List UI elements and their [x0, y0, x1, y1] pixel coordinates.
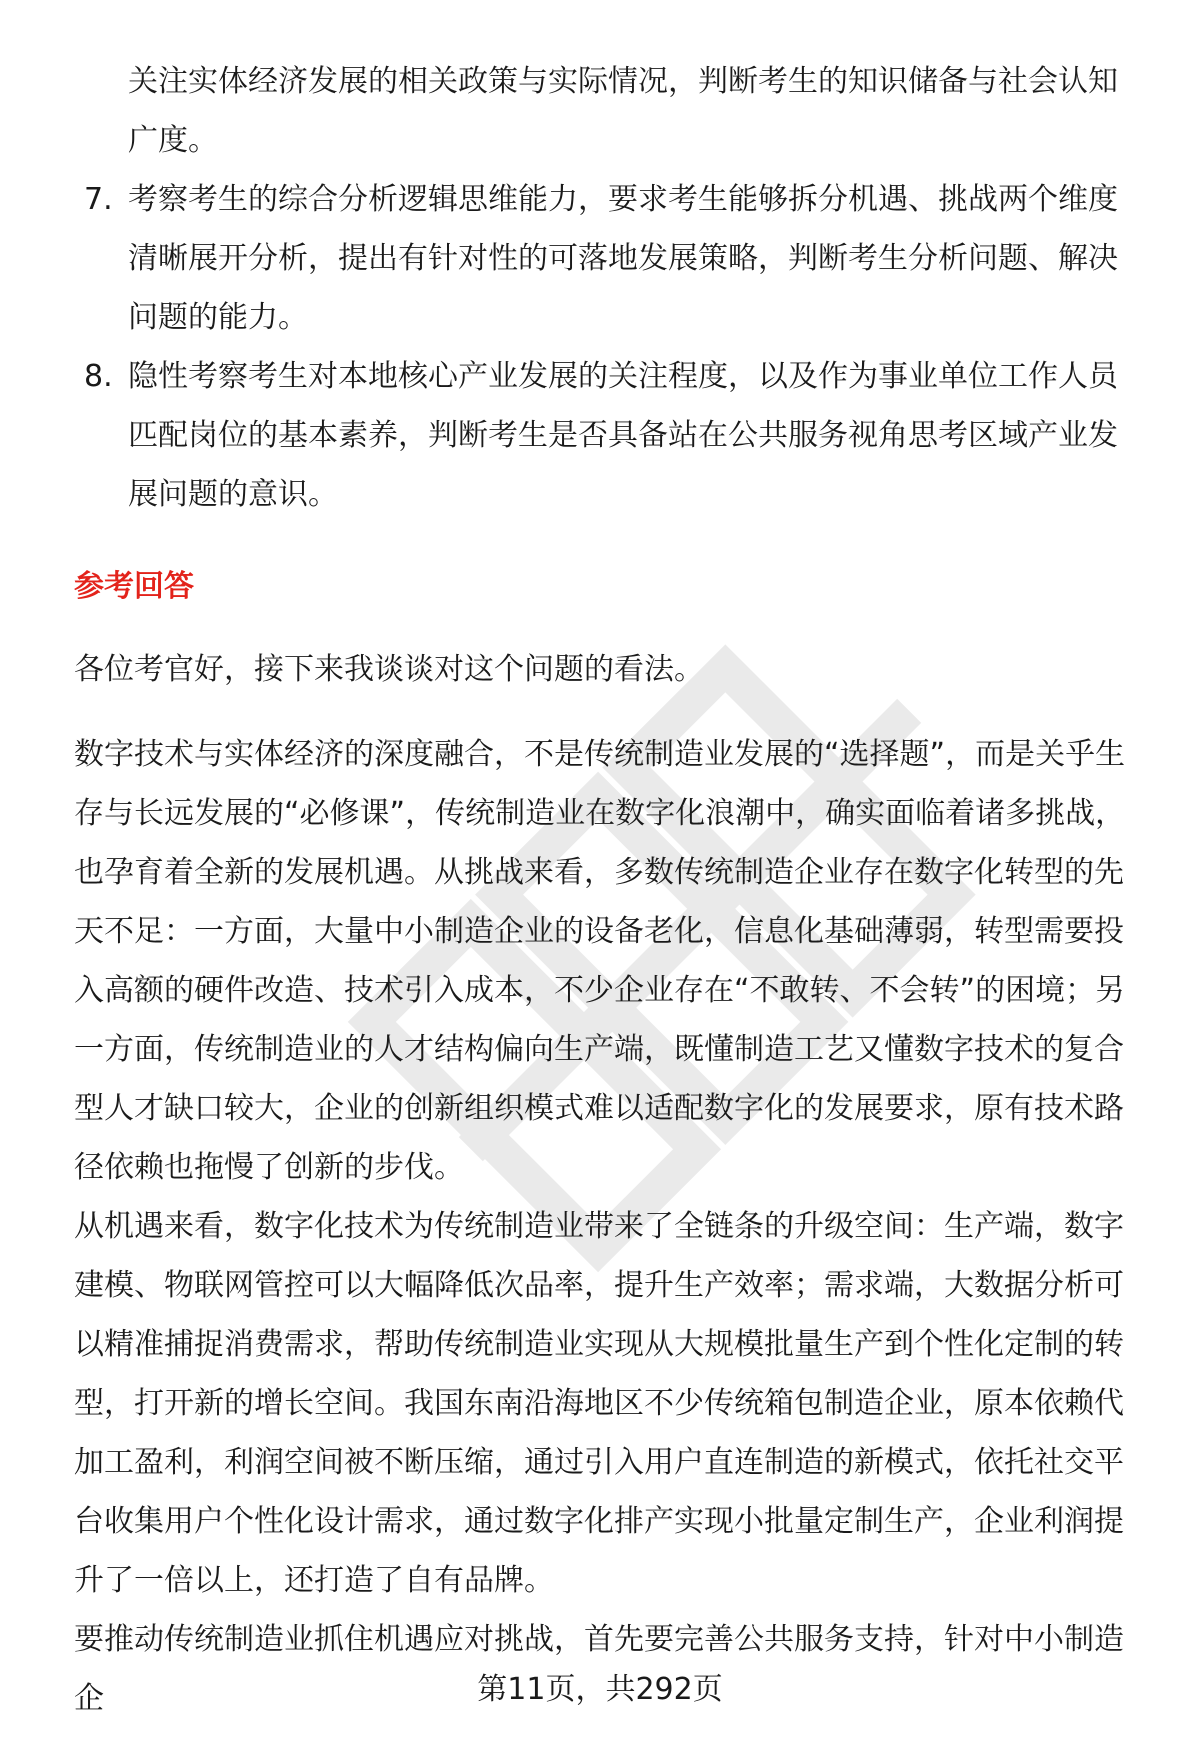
list-text: 关注实体经济发展的相关政策与实际情况，判断考生的知识储备与社会认知广度。 — [128, 64, 1118, 158]
list-number: 8. — [84, 359, 113, 394]
requirements-list — [0, 52, 1200, 524]
page-footer: 第11页，共292页 — [477, 1672, 723, 1707]
list-item — [0, 52, 1200, 170]
list-text: 隐性考察考生对本地核心产业发展的关注程度，以及作为事业单位工作人员匹配岗位的基本素养，判断考生是否具备站在公共服务视角思考区域产业发展问题的意识。 — [128, 359, 1118, 512]
list-item — [0, 170, 1200, 347]
list-number: 7. — [84, 182, 113, 217]
paragraph: 数字技术与实体经济的深度融合，不是传统制造业发展的“选择题”，而是关乎生存与长远发展的“必修课”，传统制造业在数字化浪潮中，确实面临着诸多挑战，也孕育着全新的发展机遇。从挑战来看，多数传统制造企业存在数字化转型的先天不足：一方面，大量中小制造企业的设备老化，信息化基础薄弱，转型需要投入高额的硬件改造、技术引入成本，不少企业存在“不敢转、不会转”的困境；另一方面，传统制造业的人才结构偏向生产端，既懂制造工艺又懂数字技术的复合型人才缺口较大，企业的创新组织模式难以适配数字化的发展要求，原有技术路径依赖也拖慢了创新的步伐。 — [74, 737, 1126, 1185]
answer-body — [74, 640, 1144, 1728]
list-text: 考察考生的综合分析逻辑思维能力，要求考生能够拆分机遇、挑战两个维度清晰展开分析，提出有针对性的可落地发展策略，判断考生分析问题、解决问题的能力。 — [128, 182, 1118, 335]
answer-heading: 参考回答 — [74, 569, 194, 604]
paragraph: 从机遇来看，数字化技术为传统制造业带来了全链条的升级空间：生产端，数字建模、物联网管控可以大幅降低次品率，提升生产效率；需求端，大数据分析可以精准捕捉消费需求，帮助传统制造业实现从大规模批量生产到个性化定制的转型，打开新的增长空间。我国东南沿海地区不少传统箱包制造企业，原本依赖代加工盈利，利润空间被不断压缩，通过引入用户直连制造的新模式，依托社交平台收集用户个性化设计需求，通过数字化排产实现小批量定制生产，企业利润提升了一倍以上，还打造了自有品牌。 — [74, 1209, 1124, 1598]
paragraph: 要推动传统制造业抓住机遇应对挑战，首先要完善公共服务支持，针对中小制造企 — [74, 1622, 1124, 1716]
paragraph: 各位考官好，接下来我谈谈对这个问题的看法。 — [74, 652, 704, 687]
list-item — [0, 347, 1200, 524]
